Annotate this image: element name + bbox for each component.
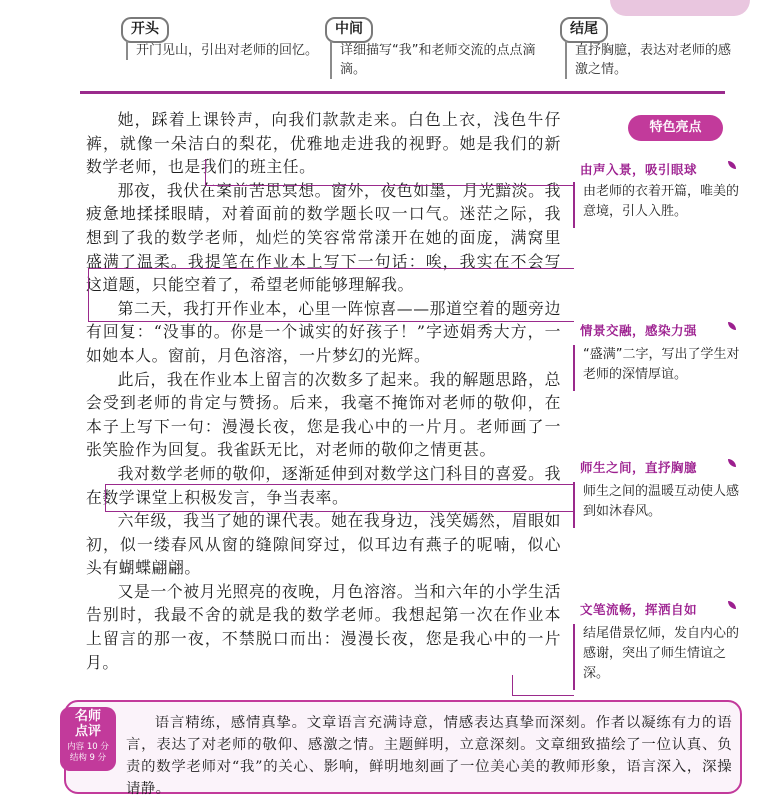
highlights-badge: 特色亮点 bbox=[628, 115, 723, 141]
paragraph-6: 六年级，我当了她的课代表。她在我身边，浅笑嫣然，眉眼如初，似一缕春风从窗的缝隙间穿过，似耳边有燕子的呢喃，似心头有蝴蝶翩翩。 bbox=[86, 511, 561, 578]
outline-tab-middle: 中间 bbox=[325, 17, 373, 43]
note-title-1: 由声入景，吸引眼球 bbox=[580, 162, 698, 177]
highlight-line-2 bbox=[88, 268, 574, 322]
leaf-icon bbox=[728, 322, 736, 330]
review-paragraph: 语言精练，感情真挚。文章语言充满诗意，情感表达真挚而深刻。作者以凝练有力的语言，表达了对老师的敬仰、感激之情。主题鲜明，立意深刻。文章细致描绘了一位认真、负责的数学老师对“我”的关心、影响，鲜明地刻画了一位美心美的教师形象，语言深入，深操请静。 bbox=[126, 715, 732, 797]
review-score-2: 结构 9 分 bbox=[69, 753, 107, 763]
outline-desc-middle: 详细描写“我”和老师交流的点点滴滴。 bbox=[330, 41, 540, 79]
paragraph-2: 那夜，我伏在案前苦思冥想。窗外，夜色如墨，月光黯淡。我疲惫地揉揉眼睛，对着面前的数学题长叹一口气。迷茫之际，我想到了我的数学老师，灿烂的笑容常常漾开在她的面庞，满窝里盛满了温柔。我提笔在作业本上写下一句话：唉，我实在不会写这道题，只能空着了，希望老师能够理解我。 bbox=[86, 180, 561, 295]
leaf-icon bbox=[728, 601, 736, 609]
leaf-icon bbox=[728, 161, 736, 169]
note-text-4: 结尾借景忆师，发自内心的感谢，突出了师生情谊之深。 bbox=[573, 624, 751, 690]
outline-desc-end: 直抒胸臆，表达对老师的感激之情。 bbox=[565, 41, 735, 79]
highlight-line-4 bbox=[512, 675, 574, 696]
note-title-2: 情景交融，感染力强 bbox=[580, 323, 698, 338]
teacher-review-tag bbox=[60, 707, 116, 771]
leaf-icon bbox=[728, 459, 736, 467]
highlight-line-1 bbox=[205, 159, 574, 186]
note-text-3: 师生之间的温暖互动使人感到如沐春风。 bbox=[573, 482, 751, 528]
review-score-1: 内容 10 分 bbox=[67, 742, 109, 752]
note-title-4: 文笔流畅，挥洒自如 bbox=[580, 602, 698, 617]
note-text-2: “盛满”二字，写出了学生对老师的深情厚谊。 bbox=[573, 345, 751, 391]
teacher-review-text bbox=[126, 712, 732, 800]
outline-desc-start: 开门见山，引出对老师的回忆。 bbox=[126, 41, 321, 60]
outline-tab-end: 结尾 bbox=[560, 17, 608, 43]
corner-decoration bbox=[610, 0, 750, 16]
paragraph-3: 第二天，我打开作业本，心里一阵惊喜——那道空着的题旁边有回复：“没事的。你是一个诚实的好孩子！”字迹娟秀大方，一如她本人。窗前，月色溶溶，一片梦幻的光辉。 bbox=[86, 298, 561, 365]
paragraph-7: 又是一个被月光照亮的夜晚，月色溶溶。当和六年的小学生活告别时，我最不舍的就是我的数学老师。我想起第一次在作业本上留言的那一夜，不禁脱口而出：漫漫长夜，您是我心中的一片月。 bbox=[86, 581, 561, 672]
review-tag-line2: 点评 bbox=[74, 724, 101, 739]
outline-tab-start: 开头 bbox=[121, 17, 169, 43]
paragraph-1: 她，踩着上课铃声，向我们款款走来。白色上衣，浅色牛仔裤，就像一朵洁白的梨花，优雅地走进我的视野。她是我们的新数学老师，也是我们的班主任。 bbox=[86, 110, 561, 177]
paragraph-4: 此后，我在作业本上留言的次数多了起来。我的解题思路，总会受到老师的肯定与赞扬。后来，我毫不掩饰对老师的敬仰，在本子上写下一句：漫漫长夜，您是我心中的一片月。老师画了一张笑脸作为回复。我雀跃无比，对老师的敬仰之情更甚。 bbox=[86, 369, 561, 460]
note-text-1: 由老师的衣着开篇，唯美的意境，引人入胜。 bbox=[573, 182, 751, 228]
article-body bbox=[86, 108, 561, 674]
paragraph-5: 我对数学老师的敬仰，逐渐延伸到对数学这门科目的喜爱。我在数学课堂上积极发言，争当表率。 bbox=[86, 463, 561, 507]
highlight-line-3 bbox=[105, 484, 574, 512]
note-title-3: 师生之间，直抒胸臆 bbox=[580, 460, 698, 475]
outline-timeline bbox=[80, 91, 725, 94]
review-tag-line1: 名师 bbox=[74, 709, 101, 724]
